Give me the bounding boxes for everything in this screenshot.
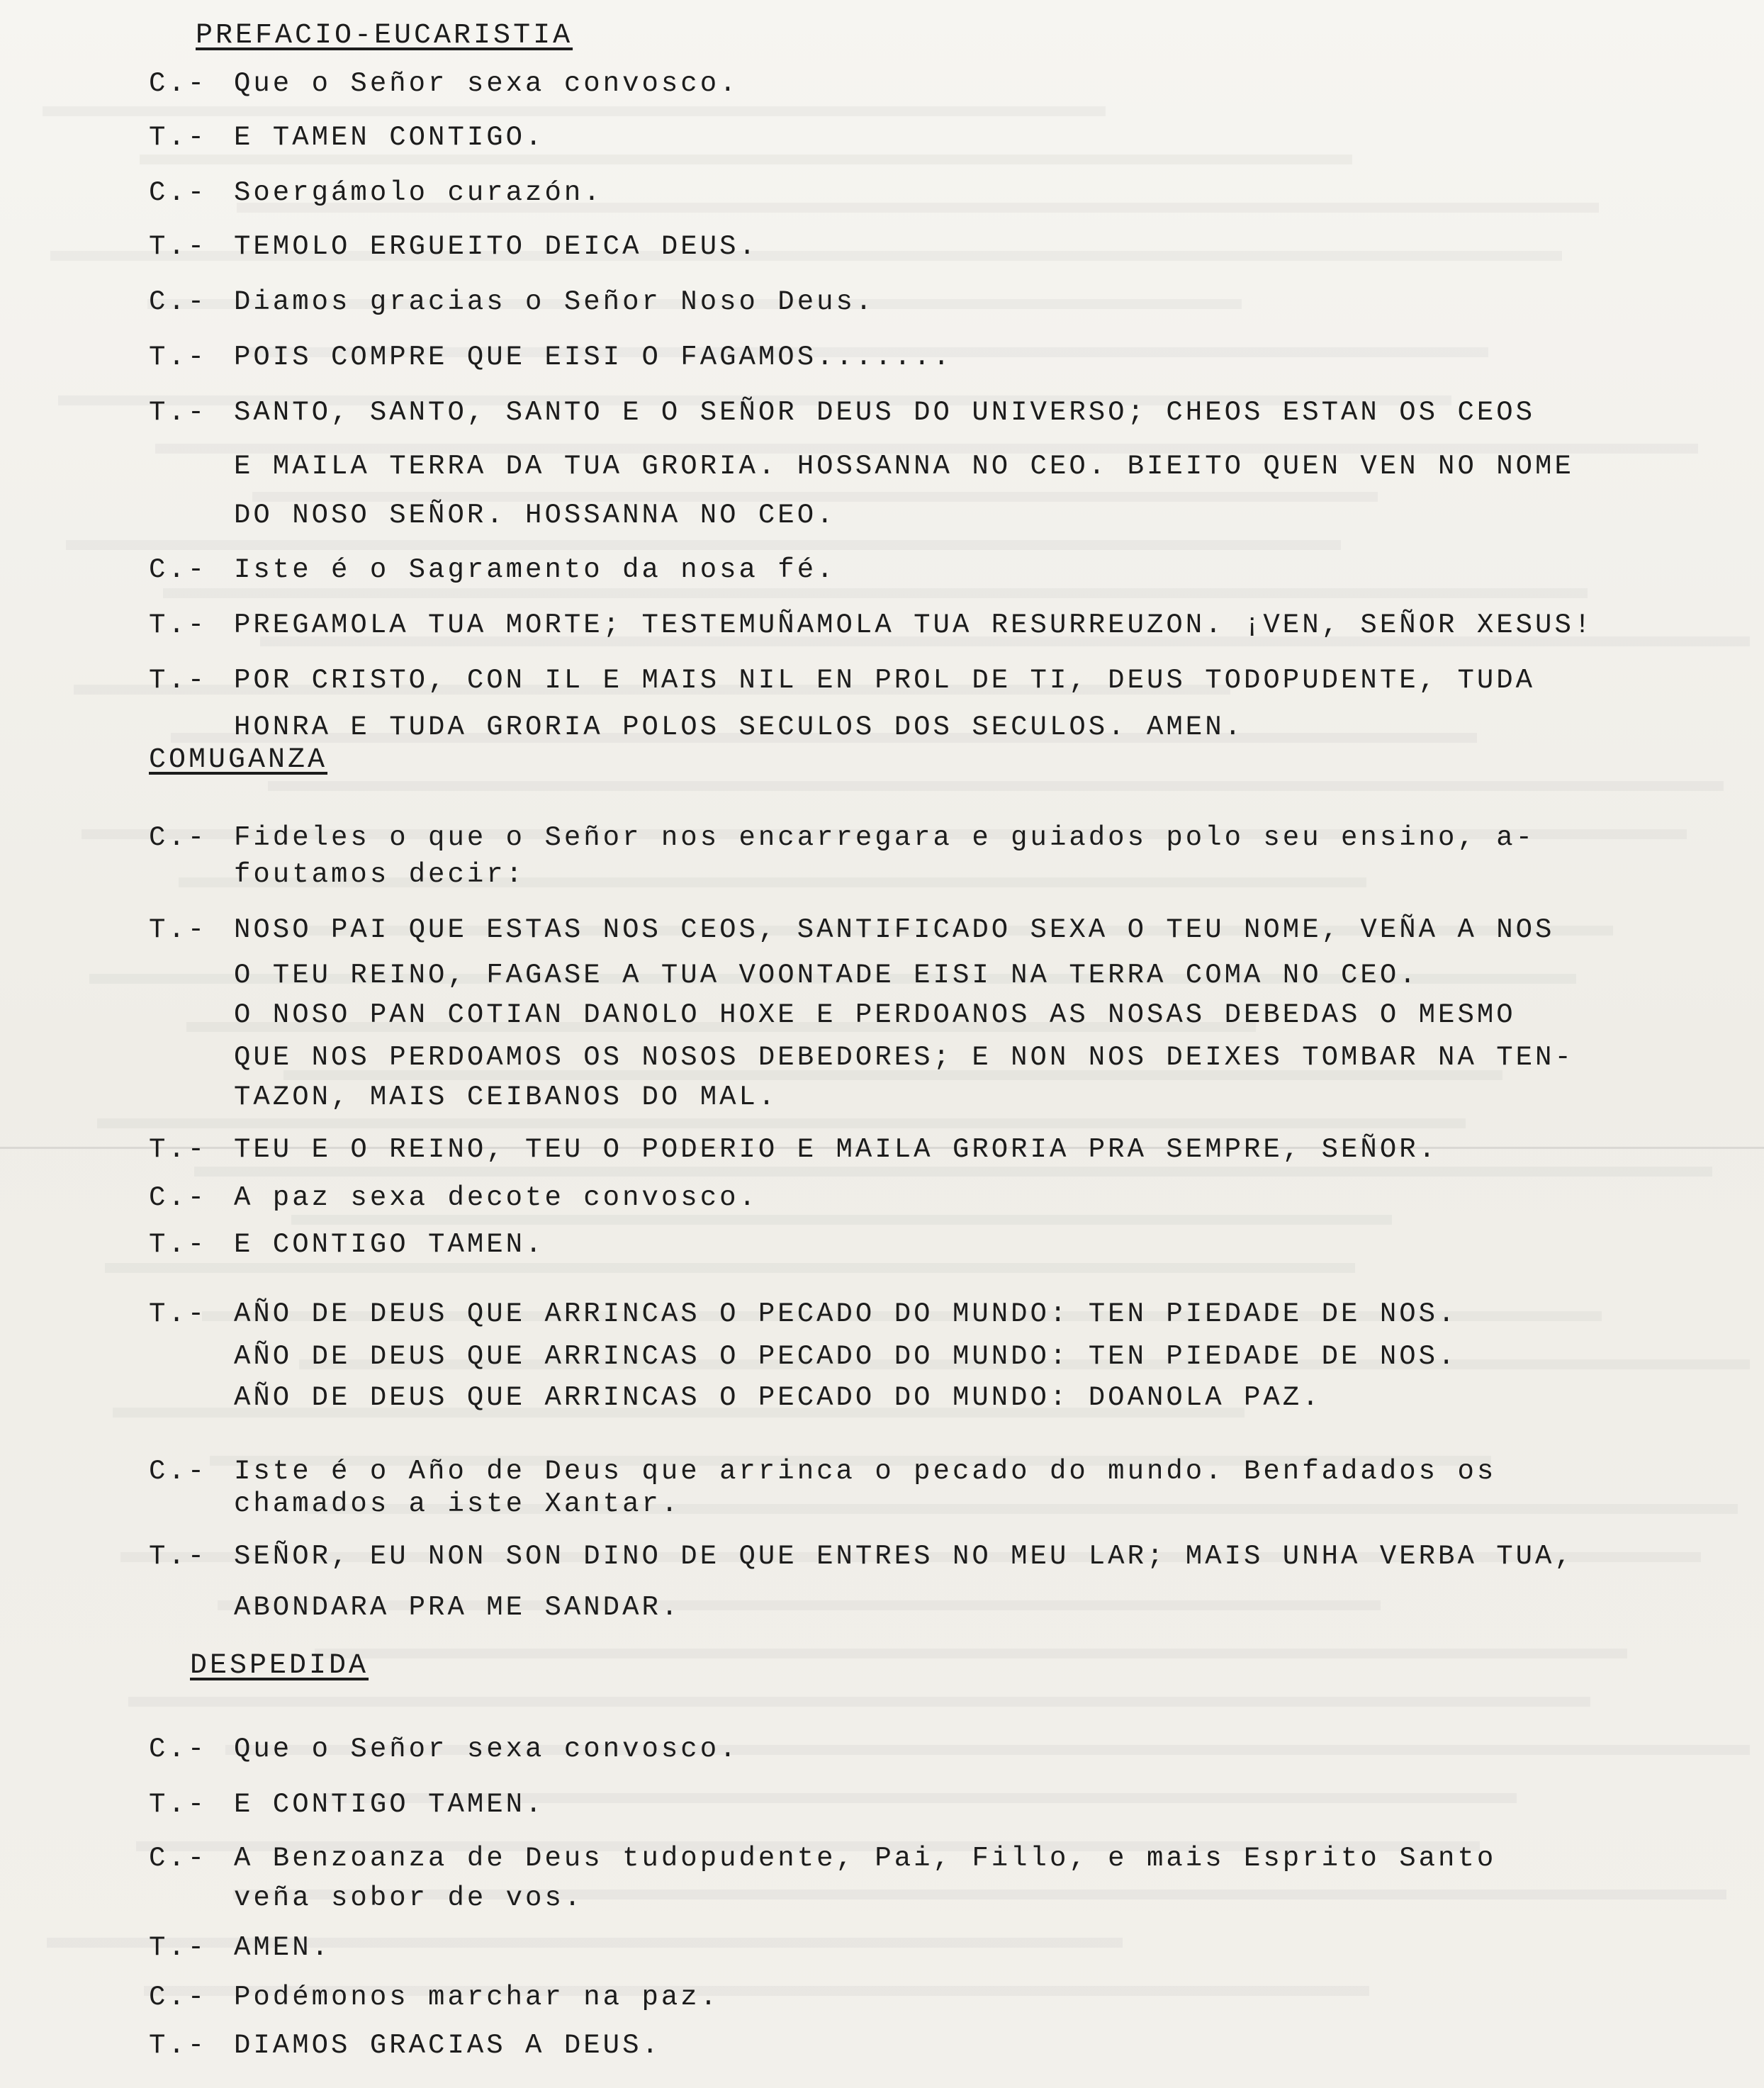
text-line: Que o Señor sexa convosco. [234,68,739,99]
text-line: Iste é o Año de Deus que arrinca o pecado do mundo. Benfadados os [234,1456,1497,1487]
text-line: DO NOSO SEÑOR. HOSSANNA NO CEO. [234,500,836,531]
text-line: E TAMEN CONTIGO. [234,122,545,153]
text-line: AÑO DE DEUS QUE ARRINCAS O PECADO DO MUNDO: TEN PIEDADE DE NOS. [234,1298,1458,1330]
speaker-label: T.- [149,1541,208,1572]
speaker-label: T.- [149,2030,208,2061]
speaker-label: T.- [149,342,208,373]
text-line: chamados a iste Xantar. [234,1488,681,1520]
text-line: Que o Señor sexa convosco. [234,1734,739,1765]
text-line: O NOSO PAN COTIAN DANOLO HOXE E PERDOANOS AS NOSAS DEBEDAS O MESMO [234,999,1516,1031]
speaker-label: C.- [149,554,208,585]
speaker-label: T.- [149,231,208,262]
speaker-label: C.- [149,286,208,318]
speaker-label: C.- [149,1843,208,1874]
text-line: E CONTIGO TAMEN. [234,1789,545,1820]
text-line: A Benzoanza de Deus tudopudente, Pai, Fillo, e mais Esprito Santo [234,1843,1497,1874]
speaker-label: C.- [149,1734,208,1765]
text-line: TEU E O REINO, TEU O PODERIO E MAILA GRORIA PRA SEMPRE, SEÑOR. [234,1134,1439,1165]
speaker-label: C.- [149,1982,208,2013]
section-heading: COMUGANZA [149,744,328,776]
text-line: NOSO PAI QUE ESTAS NOS CEOS, SANTIFICADO SEXA O TEU NOME, VEÑA A NOS [234,914,1555,945]
speaker-label: C.- [149,1182,208,1213]
text-line: DIAMOS GRACIAS A DEUS. [234,2030,661,2061]
text-line: ABONDARA PRA ME SANDAR. [234,1592,681,1623]
speaker-label: C.- [149,822,208,853]
speaker-label: T.- [149,1789,208,1820]
speaker-label: T.- [149,914,208,945]
speaker-label: T.- [149,1229,208,1260]
text-line: Diamos gracias o Señor Noso Deus. [234,286,875,318]
text-line: HONRA E TUDA GRORIA POLOS SECULOS DOS SECULOS. AMEN. [234,712,1244,743]
text-line: POR CRISTO, CON IL E MAIS NIL EN PROL DE TI, DEUS TODOPUDENTE, TUDA [234,665,1536,696]
speaker-label: T.- [149,1134,208,1165]
text-line: TEMOLO ERGUEITO DEICA DEUS. [234,231,758,262]
text-line: Soergámolo curazón. [234,177,603,208]
text-line: AÑO DE DEUS QUE ARRINCAS O PECADO DO MUNDO: DOANOLA PAZ. [234,1382,1322,1413]
text-line: foutamos decir: [234,859,526,890]
text-line: E CONTIGO TAMEN. [234,1229,545,1260]
speaker-label: T.- [149,610,208,641]
text-line: SEÑOR, EU NON SON DINO DE QUE ENTRES NO MEU LAR; MAIS UNHA VERBA TUA, [234,1541,1574,1572]
text-line: Fideles o que o Señor nos encarregara e guiados polo seu ensino, a- [234,822,1536,853]
text-line: O TEU REINO, FAGASE A TUA VOONTADE EISI NA TERRA COMA NO CEO. [234,960,1419,991]
speaker-label: T.- [149,1298,208,1330]
text-line: QUE NOS PERDOAMOS OS NOSOS DEBEDORES; E NON NOS DEIXES TOMBAR NA TEN- [234,1042,1574,1073]
speaker-label: C.- [149,177,208,208]
text-line: SANTO, SANTO, SANTO E O SEÑOR DEUS DO UNIVERSO; CHEOS ESTAN OS CEOS [234,397,1536,428]
text-line: E MAILA TERRA DA TUA GRORIA. HOSSANNA NO CEO. BIEITO QUEN VEN NO NOME [234,451,1574,482]
speaker-label: T.- [149,397,208,428]
speaker-label: T.- [149,122,208,153]
text-line: PREGAMOLA TUA MORTE; TESTEMUÑAMOLA TUA RESURREUZON. ¡VEN, SEÑOR XESUS! [234,610,1594,641]
section-heading: DESPEDIDA [190,1650,369,1682]
text-line: TAZON, MAIS CEIBANOS DO MAL. [234,1082,778,1113]
text-line: POIS COMPRE QUE EISI O FAGAMOS....... [234,342,953,373]
text-line: Iste é o Sagramento da nosa fé. [234,554,836,585]
speaker-label: T.- [149,1932,208,1963]
text-line: Podémonos marchar na paz. [234,1982,720,2013]
text-line: AMEN. [234,1932,332,1963]
speaker-label: C.- [149,68,208,99]
text-line: AÑO DE DEUS QUE ARRINCAS O PECADO DO MUNDO: TEN PIEDADE DE NOS. [234,1341,1458,1372]
speaker-label: C.- [149,1456,208,1487]
text-line: A paz sexa decote convosco. [234,1182,758,1213]
speaker-label: T.- [149,665,208,696]
section-heading: PREFACIO-EUCARISTIA [196,20,573,52]
text-line: veña sobor de vos. [234,1882,584,1914]
